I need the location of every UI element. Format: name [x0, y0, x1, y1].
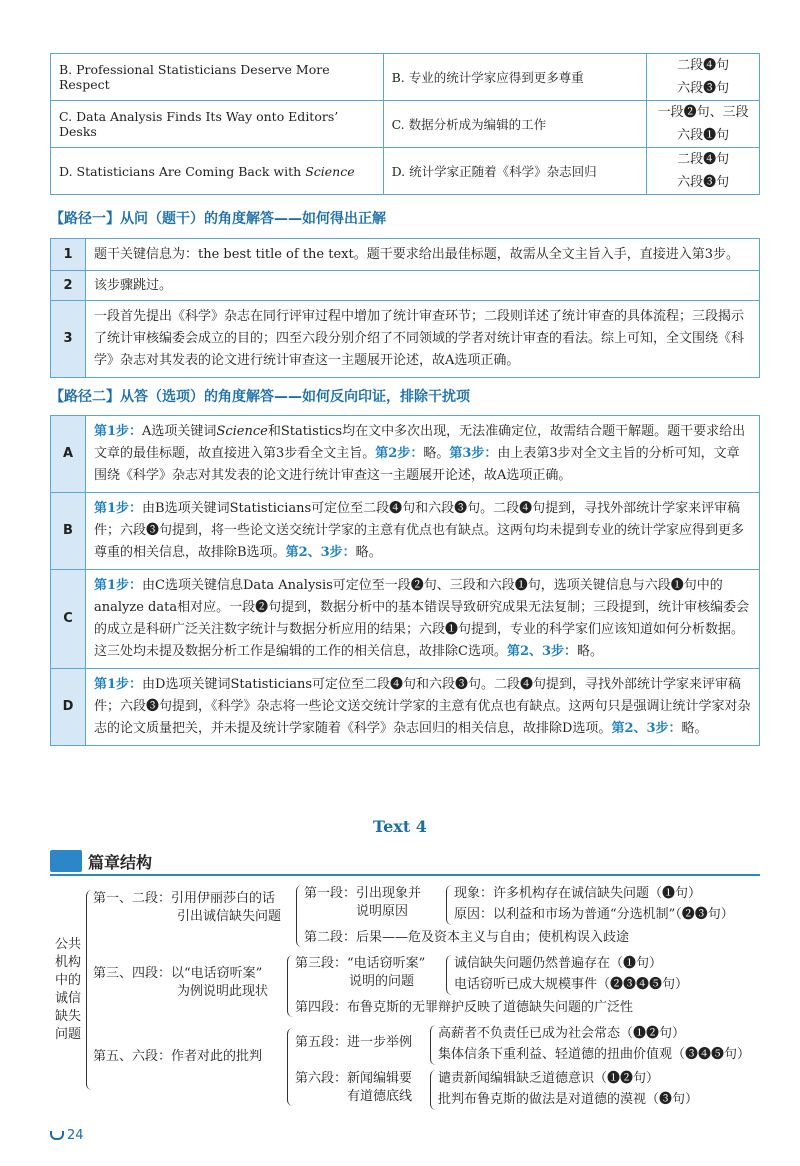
- chapter-title: 篇章结构: [88, 853, 153, 872]
- table-row: [51, 54, 760, 101]
- step-number: 3: [51, 301, 86, 378]
- route1-table: [50, 238, 760, 378]
- brace: [86, 890, 92, 1090]
- option-en: B. Professional Statisticians Deserve More Respect: [51, 54, 384, 101]
- tree-node: 第二段：后果——危及资本主义与自由；使机构误入歧途: [304, 930, 630, 945]
- tree-leaf: 谴责新闻编辑缺乏道德意识（❶❷句）: [438, 1071, 660, 1086]
- book-icon: [50, 1131, 64, 1140]
- tree-branch: 第五、六段：作者对此的批判: [93, 1049, 263, 1064]
- options-table: [50, 53, 760, 195]
- route1-title: 【路径一】从问（题干）的角度解答——如何得出正解: [50, 211, 386, 227]
- option-location: 一段❷句、三段 六段❶句: [647, 101, 760, 148]
- tree-leaf: 现象：许多机构存在诚信缺失问题（❶句）: [454, 886, 702, 901]
- tree-node: 第三段：“电话窃听案” 说明的问题: [295, 956, 426, 989]
- divider: [50, 874, 760, 876]
- table-row: [51, 493, 760, 570]
- tree-node: 第一段：引出现象并 说明原因: [304, 886, 422, 919]
- brace: [430, 1070, 436, 1110]
- table-row: [51, 148, 760, 195]
- step-text: 题干关键信息为：the best title of the text。题干要求给出最佳标题，故需从全文主旨入手，直接进入第3步。: [86, 239, 760, 271]
- option-cn: D. 统计学家正随着《科学》杂志回归: [383, 148, 647, 195]
- table-row: [51, 101, 760, 148]
- text4-title: Text 4: [373, 817, 427, 836]
- page-number: 24: [50, 1128, 84, 1143]
- book-icon: [50, 850, 82, 872]
- table-row: [51, 570, 760, 669]
- tree-leaf: 电话窃听已成大规模事件（❷❸❹❺句）: [454, 977, 689, 992]
- step-number: 1: [51, 239, 86, 271]
- tree-node: 第四段：布鲁克斯的无罪辩护反映了道德缺失问题的广泛性: [295, 1000, 634, 1015]
- option-letter: D: [51, 669, 86, 746]
- option-letter: A: [51, 416, 86, 493]
- table-row: [51, 416, 760, 493]
- option-analysis: 第1步：A选项关键词Science和Statistics均在文中多次出现，无法准确定位，故需结合题干解题。题干要求给出文章的最佳标题，故直接进入第3步看全文主旨。第2步：略。第3步：由上表第3步对全文主旨的分析可知，文章围绕《科学》杂志对其发表的论文进行统计审查这一主题展开论述，故A选项正确。: [86, 416, 760, 493]
- option-analysis: 第1步：由D选项关键词Statisticians可定位至二段❹句和六段❸句。二段❹句提到，寻找外部统计学家来评审稿件；六段❸句提到，《科学》杂志将一些论文送交统计学家的主意有优点也有缺点。这两句只是强调让统计学家对杂志的论文质量把关，并未提及统计学家随着《科学》杂志回归的相关信息，故排除D选项。第2、3步：略。: [86, 669, 760, 746]
- brace: [430, 1025, 436, 1065]
- option-en: D. Statisticians Are Coming Back with Science: [51, 148, 384, 195]
- table-row: [51, 669, 760, 746]
- brace: [296, 885, 302, 947]
- option-analysis: 第1步：由B选项关键词Statisticians可定位至二段❹句和六段❸句。二段❹句提到，寻找外部统计学家来评审稿件；六段❸句提到，将一些论文送交统计学家的主意有优点也有缺点。这两句均未提到专业的统计学家应得到更多尊重的相关信息，故排除B选项。第2、3步：略。: [86, 493, 760, 570]
- tree-node: 第六段：新闻编辑要 有道德底线: [295, 1071, 413, 1104]
- option-analysis: 第1步：由C选项关键信息Data Analysis可定位至一段❷句、三段和六段❶句，选项关键信息与六段❶句中的analyze data相对应。一段❷句提到，数据分析中的基本错误导致研究成果无法复制；三段提到，统计审核编委会的成立是科研广泛关注数字统计与数据分析应用的结果；六段❶句提到，专业的科学家们应该知道如何分析数据。这三处均未提及数据分析工作是编辑的工作的相关信息，故排除C选项。第2、3步：略。: [86, 570, 760, 669]
- brace: [287, 955, 293, 1017]
- step-number: 2: [51, 271, 86, 301]
- table-row: [51, 239, 760, 271]
- tree-leaf: 批判布鲁克斯的做法是对道德的漠视（❸句）: [438, 1092, 699, 1107]
- tree-leaf: 高薪者不负责任已成为社会常态（❶❷句）: [438, 1026, 686, 1041]
- option-letter: C: [51, 570, 86, 669]
- step-text: 一段首先提出《科学》杂志在同行评审过程中增加了统计审查环节；二段则详述了统计审查的具体流程；三段揭示了统计审核编委会成立的目的；四至六段分别介绍了不同领域的学者对统计审查的看法。综上可知，全文围绕《科学》杂志对其发表的论文进行统计审查这一主题展开论述，故A选项正确。: [86, 301, 760, 378]
- tree-leaf: 集体信条下重利益、轻道德的扭曲价值观（❸❹❺句）: [438, 1047, 751, 1062]
- option-en: C. Data Analysis Finds Its Way onto Editors’ Desks: [51, 101, 384, 148]
- brace: [446, 955, 452, 995]
- step-text: 该步骤跳过。: [86, 271, 760, 301]
- route2-table: [50, 415, 760, 746]
- tree-leaf: 诚信缺失问题仍然普遍存在（❶句）: [454, 956, 663, 971]
- brace: [287, 1028, 293, 1106]
- tree-branch: 第三、四段：以“电话窃听案” 为例说明此现状: [93, 966, 269, 999]
- table-row: [51, 301, 760, 378]
- tree-leaf: 原因：以利益和市场为普通“分选机制”（❷❸句）: [454, 907, 734, 922]
- brace: [446, 885, 452, 925]
- tree-root: 公共机构中的诚信缺失问题: [54, 937, 81, 1042]
- option-cn: B. 专业的统计学家应得到更多尊重: [383, 54, 647, 101]
- tree-branch: 第一、二段：引用伊丽莎白的话 引出诚信缺失问题: [93, 891, 282, 924]
- route2-title: 【路径二】从答（选项）的角度解答——如何反向印证，排除干扰项: [50, 389, 470, 405]
- option-cn: C. 数据分析成为编辑的工作: [383, 101, 647, 148]
- option-location: 二段❹句 六段❸句: [647, 148, 760, 195]
- table-row: [51, 271, 760, 301]
- option-location: 二段❹句 六段❸句: [647, 54, 760, 101]
- option-letter: B: [51, 493, 86, 570]
- tree-node: 第五段：进一步举例: [295, 1035, 413, 1050]
